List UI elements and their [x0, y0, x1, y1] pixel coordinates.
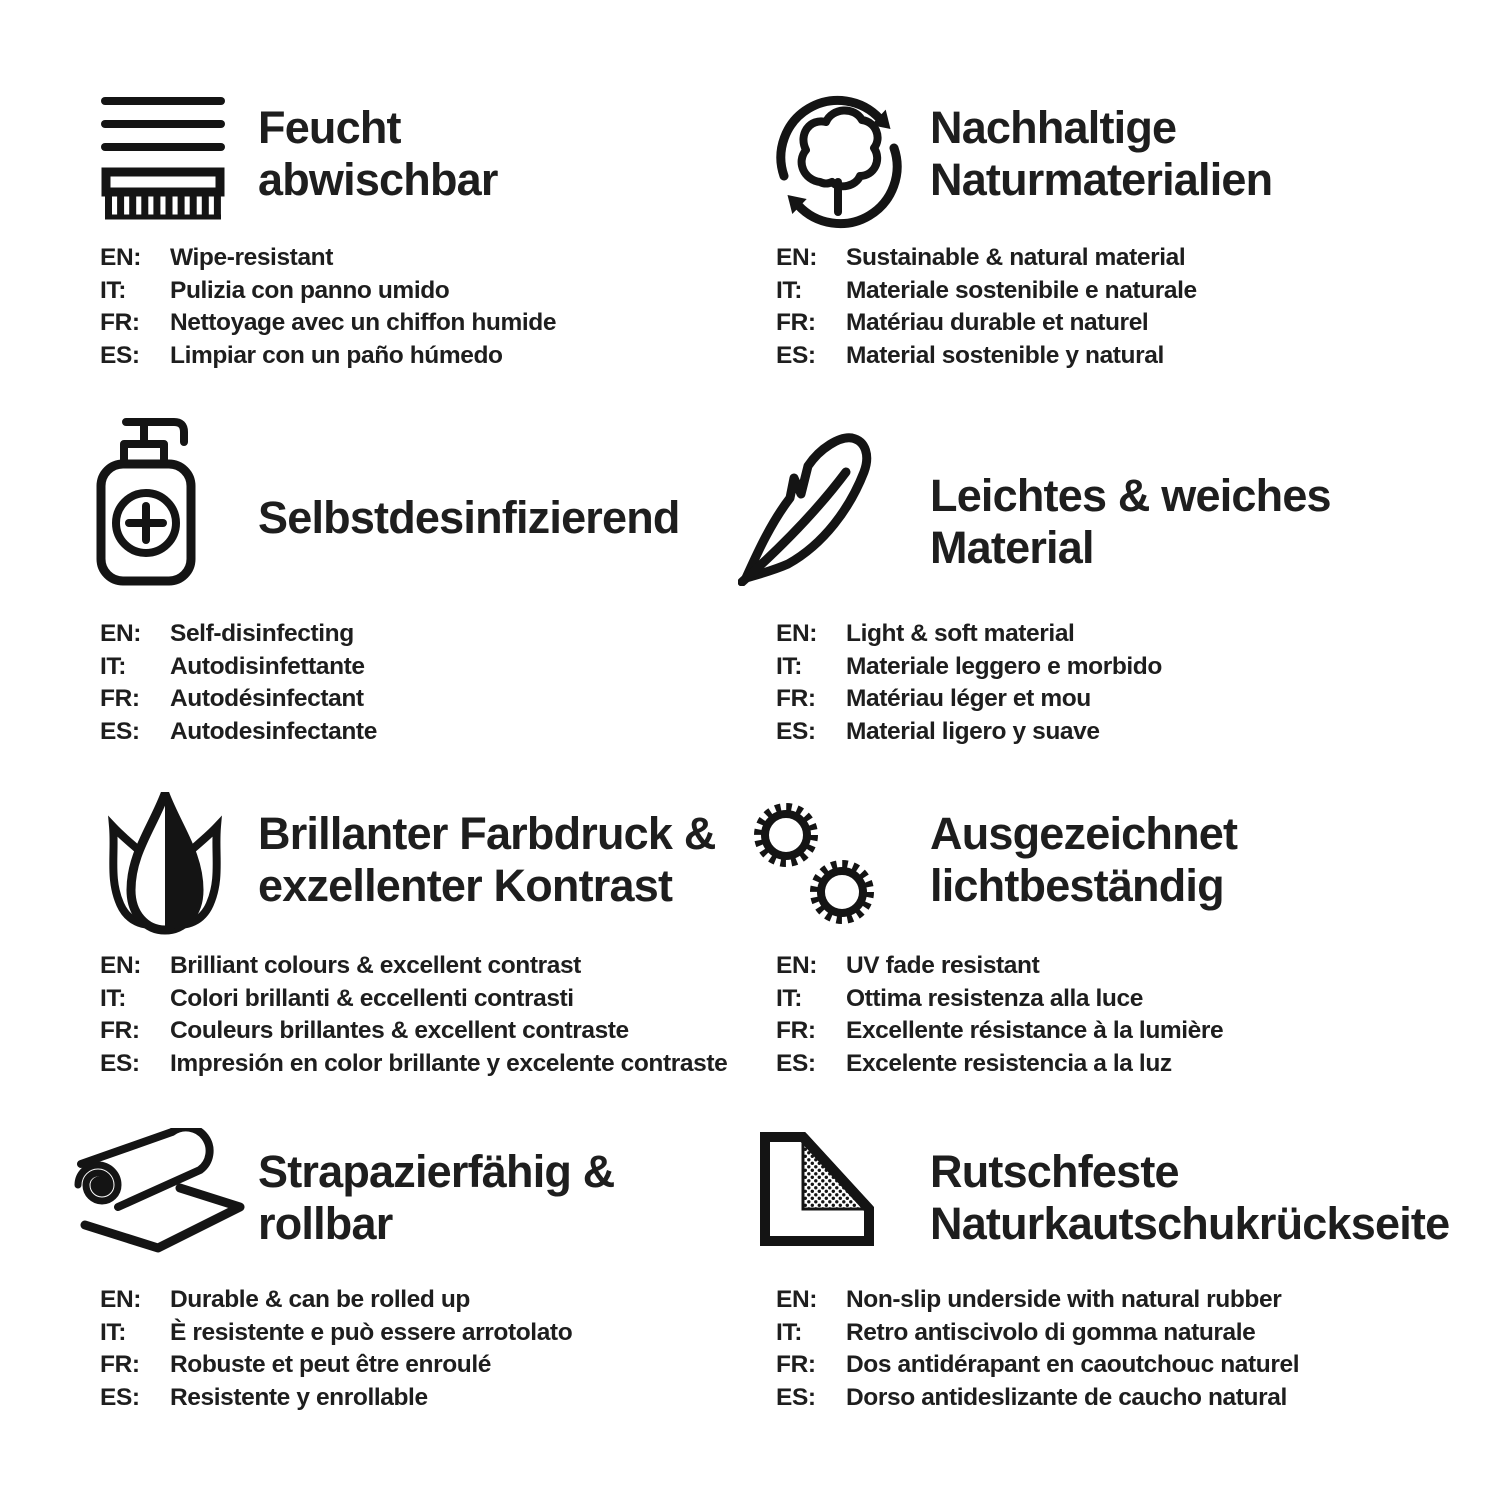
soap-dispenser-icon [96, 410, 196, 586]
drops-icon [95, 792, 235, 938]
language-code: ES: [776, 717, 816, 745]
translation-text: Wipe-resistant [170, 244, 333, 271]
translation-row [100, 1284, 572, 1317]
brush-icon [99, 95, 227, 223]
language-code: FR: [776, 685, 816, 713]
translation-text: UV fade resistant [846, 952, 1040, 979]
language-code: IT: [100, 1318, 127, 1346]
feature-title [930, 470, 1331, 574]
folded-corner-icon [758, 1130, 876, 1248]
translation-list [776, 242, 1197, 372]
title-line: Strapazierfähig & [258, 1146, 615, 1197]
translation-row [100, 983, 727, 1016]
translation-row [100, 1048, 727, 1081]
translation-text: Autodesinfectante [170, 717, 377, 745]
translation-row [100, 618, 377, 651]
title-line: exzellenter Kontrast [258, 860, 673, 911]
title-line: Rutschfeste [930, 1146, 1179, 1197]
translation-row [100, 1317, 572, 1350]
feature-title [258, 808, 716, 912]
translation-row [776, 716, 1162, 749]
sun-gears-icon [747, 792, 887, 942]
translation-row [100, 307, 556, 340]
language-code: ES: [100, 1383, 140, 1411]
translation-row [776, 683, 1162, 716]
translation-row [776, 950, 1223, 983]
title-line: Leichtes & weiches [930, 470, 1331, 521]
language-code: ES: [100, 1049, 140, 1077]
translation-text: Autodésinfectant [170, 685, 364, 713]
title-line: abwischbar [258, 154, 498, 205]
translation-text: Nettoyage avec un chiffon humide [170, 309, 557, 337]
translation-row [776, 1317, 1299, 1350]
translation-list [776, 618, 1162, 748]
recycle-tree-icon [772, 90, 907, 235]
translation-text: Brilliant colours & excellent contrast [170, 952, 581, 979]
title-line: Naturkautschukrückseite [930, 1198, 1450, 1249]
translation-row [776, 983, 1223, 1016]
language-code: FR: [100, 685, 140, 713]
translation-text: Sustainable & natural material [846, 244, 1186, 271]
feature-title [258, 1146, 615, 1250]
translation-text: Ottima resistenza alla luce [846, 984, 1143, 1012]
translation-text: Materiale sostenibile e naturale [846, 276, 1197, 304]
language-code: ES: [776, 1383, 816, 1411]
translation-row [100, 1349, 572, 1382]
translation-text: Retro antiscivolo di gomma naturale [846, 1318, 1256, 1346]
language-code: EN: [776, 620, 817, 647]
translation-row [776, 242, 1197, 275]
title-line: rollbar [258, 1198, 393, 1249]
translation-row [776, 1284, 1299, 1317]
translation-text: Robuste et peut être enroulé [170, 1351, 491, 1379]
translation-text: Materiale leggero e morbido [846, 652, 1162, 680]
title-line: Brillanter Farbdruck & [258, 808, 716, 859]
language-code: EN: [100, 1286, 141, 1313]
translation-list [776, 1284, 1299, 1414]
feature-title [930, 102, 1272, 206]
translation-row [776, 1015, 1223, 1048]
feature-title [258, 492, 680, 544]
language-code: IT: [100, 984, 127, 1012]
translation-row [100, 950, 727, 983]
language-code: EN: [776, 244, 817, 271]
feature-title [258, 102, 498, 206]
translation-row [100, 683, 377, 716]
translation-text: Material sostenible y natural [846, 341, 1164, 369]
translation-text: Self-disinfecting [170, 620, 354, 647]
translation-text: Colori brillanti & eccellenti contrasti [170, 984, 574, 1012]
translation-text: Couleurs brillantes & excellent contraste [170, 1017, 629, 1045]
title-line: Selbstdesinfizierend [258, 492, 680, 543]
translation-text: Dorso antideslizante de caucho natural [846, 1383, 1287, 1411]
translation-list [100, 618, 377, 748]
translation-row [776, 618, 1162, 651]
translation-text: Pulizia con panno umido [170, 276, 450, 304]
language-code: ES: [776, 1049, 816, 1077]
language-code: FR: [100, 1017, 140, 1045]
language-code: IT: [776, 1318, 803, 1346]
language-code: EN: [776, 952, 817, 979]
translation-text: Dos antidérapant en caoutchouc naturel [846, 1351, 1300, 1379]
language-code: IT: [100, 276, 127, 304]
language-code: ES: [100, 341, 140, 369]
translation-text: Limpiar con un paño húmedo [170, 341, 503, 369]
translation-row [776, 275, 1197, 308]
translation-text: Non-slip underside with natural rubber [846, 1286, 1282, 1313]
translation-text: Autodisinfettante [170, 652, 365, 680]
language-code: IT: [776, 652, 803, 680]
translation-row [776, 1349, 1299, 1382]
translation-row [100, 1015, 727, 1048]
language-code: ES: [100, 717, 140, 745]
translation-row [100, 242, 556, 275]
language-code: FR: [100, 309, 140, 337]
feature-title [930, 808, 1237, 912]
translation-text: Matériau léger et mou [846, 685, 1091, 713]
feature-title [930, 1146, 1449, 1250]
title-line: lichtbeständig [930, 860, 1224, 911]
language-code: FR: [100, 1351, 140, 1379]
translation-row [776, 651, 1162, 684]
translation-list [100, 950, 727, 1080]
translation-row [100, 275, 556, 308]
translation-text: Durable & can be rolled up [170, 1286, 470, 1313]
language-code: IT: [776, 276, 803, 304]
title-line: Naturmaterialien [930, 154, 1273, 205]
language-code: IT: [100, 652, 127, 680]
language-code: IT: [776, 984, 803, 1012]
language-code: FR: [776, 1351, 816, 1379]
title-line: Material [930, 522, 1094, 573]
translation-row [100, 651, 377, 684]
translation-text: Impresión en color brillante y excelente contraste [170, 1049, 728, 1077]
translation-row [100, 1382, 572, 1415]
translation-list [776, 950, 1223, 1080]
translation-text: Excelente resistencia a la luz [846, 1049, 1172, 1077]
translation-row [776, 1048, 1223, 1081]
translation-row [776, 1382, 1299, 1415]
title-line: Ausgezeichnet [930, 808, 1238, 859]
language-code: EN: [100, 620, 141, 647]
translation-list [100, 1284, 572, 1414]
translation-row [776, 307, 1197, 340]
language-code: EN: [100, 244, 141, 271]
rolled-mat-icon [62, 1128, 247, 1263]
translation-text: Material ligero y suave [846, 717, 1100, 745]
language-code: EN: [776, 1286, 817, 1313]
translation-row [100, 340, 556, 373]
feather-icon [738, 428, 873, 586]
language-code: FR: [776, 1017, 816, 1045]
language-code: EN: [100, 952, 141, 979]
title-line: Nachhaltige [930, 102, 1177, 153]
title-line: Feucht [258, 102, 401, 153]
translation-row [100, 716, 377, 749]
translation-text: È resistente e può essere arrotolato [170, 1318, 573, 1346]
translation-row [776, 340, 1197, 373]
translation-text: Excellente résistance à la lumière [846, 1017, 1224, 1045]
translation-text: Resistente y enrollable [170, 1383, 428, 1411]
language-code: FR: [776, 309, 816, 337]
language-code: ES: [776, 341, 816, 369]
translation-list [100, 242, 556, 372]
translation-text: Matériau durable et naturel [846, 309, 1149, 337]
translation-text: Light & soft material [846, 620, 1075, 647]
